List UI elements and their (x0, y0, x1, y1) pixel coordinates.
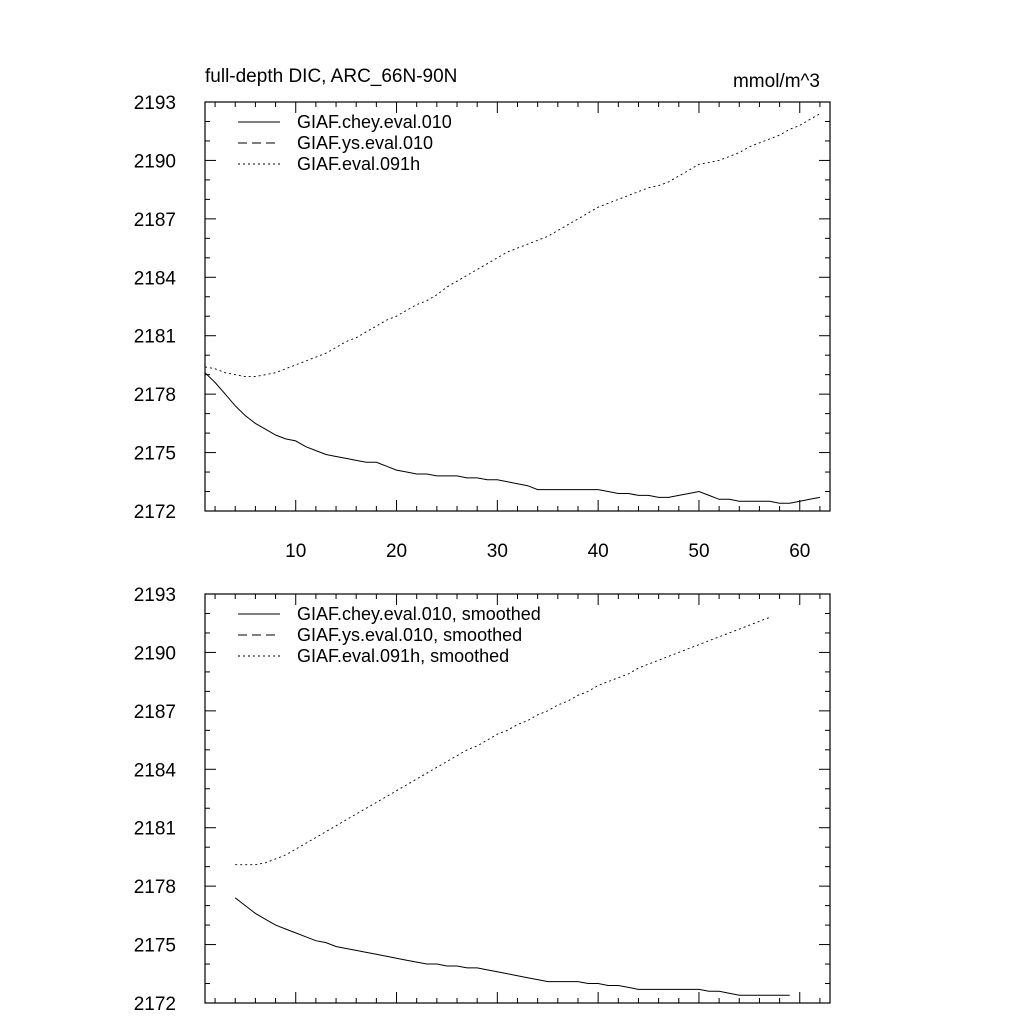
y-tick-label: 2172 (133, 994, 176, 1015)
y-tick-label: 2181 (133, 818, 176, 840)
x-tick-label: 40 (587, 541, 609, 562)
y-tick-label: 2178 (133, 877, 176, 899)
legend-entry: GIAF.ys.eval.010 (297, 133, 434, 153)
y-tick-label: 2187 (133, 209, 176, 231)
legend-entry: GIAF.chey.eval.010, smoothed (297, 604, 541, 624)
x-tick-label: 60 (789, 541, 811, 562)
y-tick-label: 2172 (133, 502, 176, 523)
x-tick-label: 10 (285, 541, 307, 562)
y-tick-label: 2187 (133, 701, 176, 723)
legend-entry: GIAF.chey.eval.010 (297, 112, 452, 132)
series-line-solid (205, 373, 820, 504)
y-tick-label: 2175 (133, 935, 176, 957)
y-tick-label: 2193 (133, 585, 176, 606)
y-tick-label: 2181 (133, 326, 176, 348)
y-tick-label: 2175 (133, 443, 176, 465)
y-tick-label: 2190 (133, 151, 176, 173)
x-tick-label: 50 (688, 541, 710, 562)
legend-entry: GIAF.eval.091h (297, 154, 421, 174)
y-tick-label: 2178 (133, 385, 176, 407)
y-tick-label: 2193 (133, 93, 176, 114)
y-tick-label: 2184 (133, 760, 176, 782)
legend-entry: GIAF.ys.eval.010, smoothed (297, 625, 523, 645)
y-tick-label: 2190 (133, 643, 176, 665)
x-tick-label: 20 (385, 541, 408, 562)
chart-title: full-depth DIC, ARC_66N-90N (205, 66, 458, 87)
units-label: mmol/m^3 (732, 71, 820, 92)
legend-entry: GIAF.eval.091h, smoothed (297, 646, 510, 666)
series-line-solid (235, 898, 790, 995)
bottom-panel (134, 585, 830, 1015)
top-panel (134, 66, 830, 562)
y-tick-label: 2184 (133, 268, 176, 290)
x-tick-label: 30 (486, 541, 508, 562)
